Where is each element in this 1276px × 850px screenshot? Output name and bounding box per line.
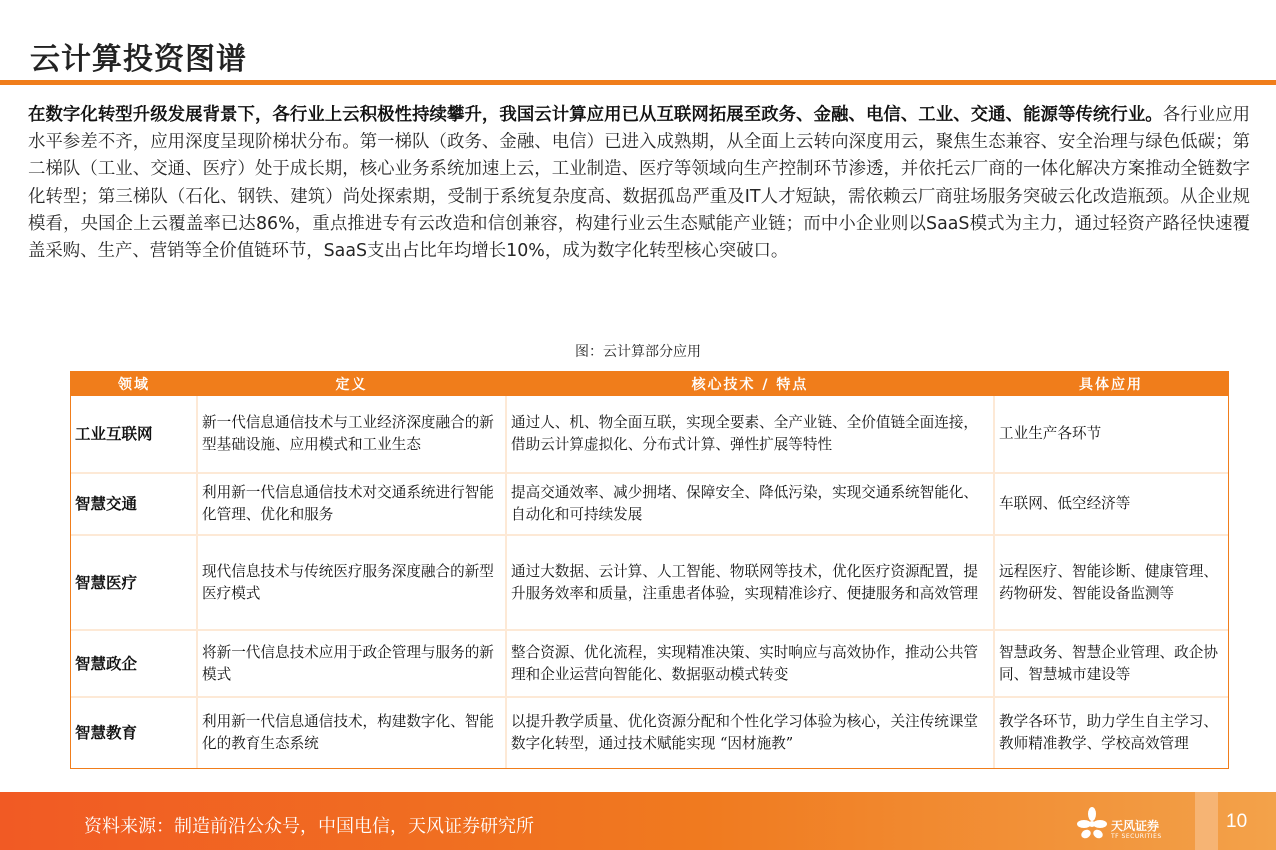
row-tech: 通过大数据、云计算、人工智能、物联网等技术，优化医疗资源配置，提升服务效率和质量，注重患者体验，实现精准诊疗、便捷服务和高效管理 xyxy=(506,535,994,630)
row-domain: 智慧交通 xyxy=(71,473,197,535)
page-title: 云计算投资图谱 xyxy=(30,42,247,77)
figure-caption: 图：云计算部分应用 xyxy=(575,344,701,360)
row-definition: 将新一代信息技术应用于政企管理与服务的新模式 xyxy=(197,630,506,697)
row-tech: 通过人、机、物全面互联，实现全要素、全产业链、全价值链全面连接，借助云计算虚拟化、分布式计算、弹性扩展等特性 xyxy=(506,396,994,473)
table-row xyxy=(71,697,1228,768)
row-definition: 利用新一代信息通信技术，构建数字化、智能化的教育生态系统 xyxy=(197,697,506,768)
row-apps: 车联网、低空经济等 xyxy=(994,473,1228,535)
row-domain: 智慧政企 xyxy=(71,630,197,697)
table-row xyxy=(71,396,1228,473)
table-row xyxy=(71,473,1228,535)
source-note: 资料来源：制造前沿公众号，中国电信，天风证券研究所 xyxy=(84,816,534,836)
footer-accent-stripe xyxy=(1195,792,1218,850)
table-row xyxy=(71,630,1228,697)
header-tech: 核心技术 / 特点 xyxy=(506,372,994,396)
brand-name: 天风证券 xyxy=(1111,819,1160,833)
title-divider xyxy=(0,80,1276,85)
header-apps: 具体应用 xyxy=(994,372,1228,396)
intro-bold: 在数字化转型升级发展背景下，各行业上云积极性持续攀升，我国云计算应用已从互联网拓展至政务、金融、电信、工业、交通、能源等传统行业。 xyxy=(28,105,1163,125)
applications-table xyxy=(70,371,1229,769)
row-definition: 新一代信息通信技术与工业经济深度融合的新型基础设施、应用模式和工业生态 xyxy=(197,396,506,473)
row-tech: 整合资源、优化流程，实现精准决策、实时响应与高效协作，推动公共管理和企业运营向智能化、数据驱动模式转变 xyxy=(506,630,994,697)
row-definition: 利用新一代信息通信技术对交通系统进行智能化管理、优化和服务 xyxy=(197,473,506,535)
row-domain: 智慧医疗 xyxy=(71,535,197,630)
table-row xyxy=(71,535,1228,630)
row-apps: 智慧政务、智慧企业管理、政企协同、智慧城市建设等 xyxy=(994,630,1228,697)
row-apps: 工业生产各环节 xyxy=(994,396,1228,473)
header-definition: 定义 xyxy=(197,372,506,396)
row-domain: 工业互联网 xyxy=(71,396,197,473)
intro-paragraph xyxy=(28,102,1250,265)
intro-body: 各行业应用水平参差不齐，应用深度呈现阶梯状分布。第一梯队（政务、金融、电信）已进入成熟期，从全面上云转向深度用云，聚焦生态兼容、安全治理与绿色低碳；第二梯队（工业、交通、医疗）处于成长期，核心业务系统加速上云，工业制造、医疗等领域向生产控制环节渗透，并依托云厂商的一体化解决方案推动全链数字化转型；第三梯队（石化、钢铁、建筑）尚处探索期，受制于系统复杂度高、数据孤岛严重及IT人才短缺，需依赖云厂商驻场服务突破云化改造瓶颈。从企业规模看，央国企上云覆盖率已达86%，重点推进专有云改造和信创兼容，构建行业云生态赋能产业链；而中小企业则以SaaS模式为主力，通过轻资产路径快速覆盖采购、生产、营销等全价值链环节，SaaS支出占比年均增长10%，成为数字化转型核心突破口。 xyxy=(28,105,1250,262)
row-tech: 以提升教学质量、优化资源分配和个性化学习体验为核心，关注传统课堂数字化转型，通过技术赋能实现 “因材施教” xyxy=(506,697,994,768)
page-number: 10 xyxy=(1226,811,1248,832)
header-domain: 领域 xyxy=(71,372,197,396)
row-apps: 远程医疗、智能诊断、健康管理、药物研发、智能设备监测等 xyxy=(994,535,1228,630)
table-header-row xyxy=(71,372,1228,396)
row-definition: 现代信息技术与传统医疗服务深度融合的新型医疗模式 xyxy=(197,535,506,630)
row-apps: 教学各环节，助力学生自主学习、教师精准教学、学校高效管理 xyxy=(994,697,1228,768)
row-tech: 提高交通效率、减少拥堵、保障安全、降低污染，实现交通系统智能化、自动化和可持续发展 xyxy=(506,473,994,535)
row-domain: 智慧教育 xyxy=(71,697,197,768)
brand-subtitle: TF SECURITIES xyxy=(1111,833,1162,840)
